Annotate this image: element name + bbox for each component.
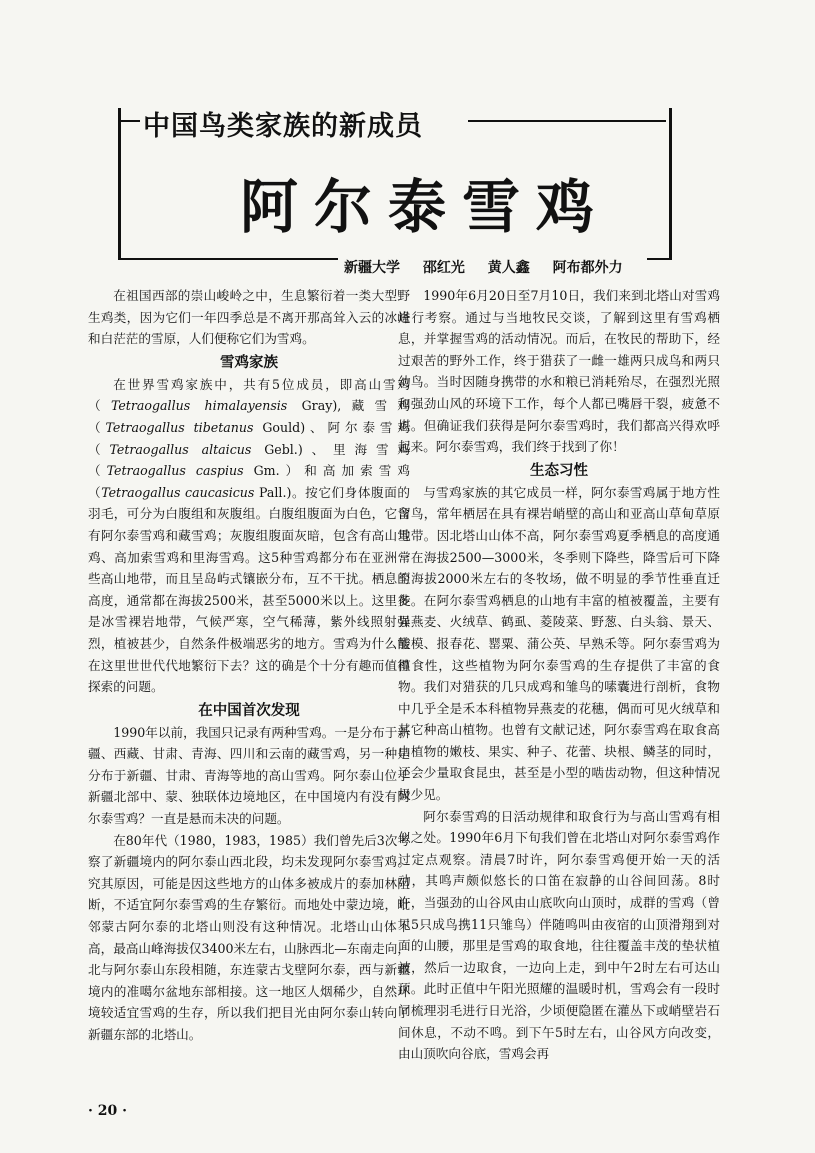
frame-rule-right xyxy=(468,120,666,122)
text: Gray),藏雪鸡（ xyxy=(88,398,411,435)
species-name: Tetraogallus tibetanus xyxy=(105,419,254,435)
text: Gould)、阿尔泰雪鸡（ xyxy=(88,419,411,457)
section-heading: 生态习性 xyxy=(530,462,588,479)
paragraph: 1990年以前，我国只记录有两种雪鸡。一是分布于新疆、西藏、甘肃、青海、四川和云南的藏雪鸡，另一种是分布于新疆、甘肃、青海等地的高山雪鸡。阿尔泰山位于新疆北部中、蒙、独联体边境地区，在中国境内有没有阿尔泰雪鸡？一直是悬而未决的问题。 xyxy=(88,724,410,827)
series-title: 中国鸟类家族的新成员 xyxy=(143,111,423,142)
species-name: Tetraogallus altaicus xyxy=(109,441,252,457)
text: Pall.)。按它们身体腹面的羽毛，可分为白腹组和灰腹组。白腹组腹面为白色，它含有阿尔泰雪鸡和藏雪鸡；灰腹组腹面灰暗，包含有高山雪鸡、高加索雪鸡和里海雪鸡。这5种雪鸡都分布在亚洲一些高山地带，而且呈岛屿式镶嵌分布，互不干扰。栖息的高度，通常都在海拔2500米，甚至5000米以上。这里多是冰雪裸岩地带，气候严寒，空气稀薄，紫外线照射强烈，植被甚少，自然条件极端恶劣的地方。雪鸡为什么能在这里世世代代地繁衍下去？这的确是个十分有趣而值得探索的问题。 xyxy=(88,484,410,695)
article-title: 阿尔泰雪鸡 xyxy=(240,173,611,241)
species-name: Tetraogallus caucasicus xyxy=(101,484,255,500)
paragraph: 阿尔泰雪鸡的日活动规律和取食行为与高山雪鸡有相似之处。1990年6月下旬我们曾在北塔山对阿尔泰雪鸡作过定点观察。清晨7时许，阿尔泰雪鸡便开始一天的活动，其鸣声颇似悠长的口笛在寂静的山谷间回荡。8时许，当强劲的山谷风由山底吹向山顶时，成群的雪鸡（曾见5只成鸟携11只雏鸟）伴随鸣叫由夜宿的山顶滑翔到对面的山腰，那里是雪鸡的取食地，往往覆盖丰茂的垫状植被，然后一边取食，一边向上走，到中午2时左右可达山顶。此时正值中午阳光照耀的温暖时机，雪鸡会有一段时间梳理羽毛进行日光浴，少顷便隐匿在灌丛下或峭壁岩石间休息，不动不鸣。到下午5时左右，山谷风方向改变，由山顶吹向谷底，雪鸡会再 xyxy=(398,808,720,1062)
paragraph: 在80年代（1980，1983，1985）我们曾先后3次考察了新疆境内的阿尔泰山西北段，均未发现阿尔泰雪鸡。究其原因，可能是因这些地方的山体多被成片的泰加林阻断，不适宜阿尔泰雪鸡的生存繁衍。而地处中蒙边境，毗邻蒙古阿尔泰的北塔山则没有这种情况。北塔山山体不高，最高山峰海拔仅3400米左右，山脉西北—东南走向，北与阿尔泰山东段相随，东连蒙古戈壁阿尔泰，西与新疆境内的准噶尔盆地东部相接。这一地区人烟稀少，自然环境较适宜雪鸡的生存，所以我们把目光由阿尔泰山转向了新疆东部的北塔山。 xyxy=(88,832,410,1042)
intro-paragraph: 在祖国西部的崇山峻岭之中，生息繁衍着一类大型野生鸡类，因为它们一年四季总是不离开那高耸入云的冰峰和白茫茫的雪原，人们便称它们为雪鸡。 xyxy=(88,288,410,347)
author-name: 阿布都外力 xyxy=(552,260,623,276)
paragraph: 与雪鸡家族的其它成员一样，阿尔泰雪鸡属于地方性留鸟，常年栖居在具有裸岩峭壁的高山和亚高山草甸草原地带。因北塔山山体不高，阿尔泰雪鸡夏季栖息的高度通常在海拔2500—3000米，冬季则下降些，降雪后可下降至海拔2000米左右的冬牧场，做不明显的季节性垂直迁徙。在阿尔泰雪鸡栖息的山地有丰富的植被覆盖，主要有异燕麦、火绒草、鹤虱、菱陵菜、野葱、白头翁、景天、酸模、报春花、罂粟、蒲公英、早熟禾等。阿尔泰雪鸡为植食性，这些植物为阿尔泰雪鸡的生存提供了丰富的食物。我们对猎获的几只成鸡和雏鸟的嗉囊进行剖析，食物中几乎全是禾本科植物异燕麦的花穗，偶而可见火绒草和其它种高山植物。也曾有文献记述，阿尔泰雪鸡在取食高山植物的嫩枝、果实、种子、花蕾、块根、鳞茎的同时，还会少量取食昆虫，甚至是小型的啮齿动物，但这种情况极少见。 xyxy=(398,484,720,803)
paragraph xyxy=(88,374,410,698)
frame-rule-left xyxy=(118,120,140,122)
affiliation: 新疆大学 xyxy=(344,260,400,276)
right-column xyxy=(398,285,720,1065)
author-name: 黄人鑫 xyxy=(487,260,530,276)
text: Gm.）和高加索雪鸡（ xyxy=(88,463,410,500)
section-heading: 雪鸡家族 xyxy=(220,354,278,371)
species-name: Tetraogallus caspius xyxy=(106,463,244,479)
section-heading: 在中国首次发现 xyxy=(198,702,300,719)
author-line xyxy=(338,257,647,277)
author-name: 邵红光 xyxy=(422,260,465,276)
text: Gebl.)、里海雪鸡（ xyxy=(88,441,411,479)
page-number: · 20 · xyxy=(88,1103,127,1119)
paragraph: 1990年6月20日至7月10日，我们来到北塔山对雪鸡进行考察。通过与当地牧民交谈，了解到这里有雪鸡栖息，并掌握雪鸡的活动情况。而后，在牧民的帮助下，经过艰苦的野外工作，终于猎获了一雌一雄两只成鸟和两只幼鸟。当时因随身携带的水和粮已消耗殆尽，在强烈光照和强劲山风的环境下工作，每个人都已嘴唇干裂，疲惫不堪。但确证我们获得是阿尔泰雪鸡时，我们都高兴得欢呼起来。阿尔泰雪鸡，我们终于找到了你！ xyxy=(398,288,720,455)
left-column xyxy=(88,285,410,1046)
species-name: Tetraogallus himalayensis xyxy=(110,398,288,414)
text: 在世界雪鸡家族中，共有5位成员，即高山雪鸡（ xyxy=(88,376,410,414)
